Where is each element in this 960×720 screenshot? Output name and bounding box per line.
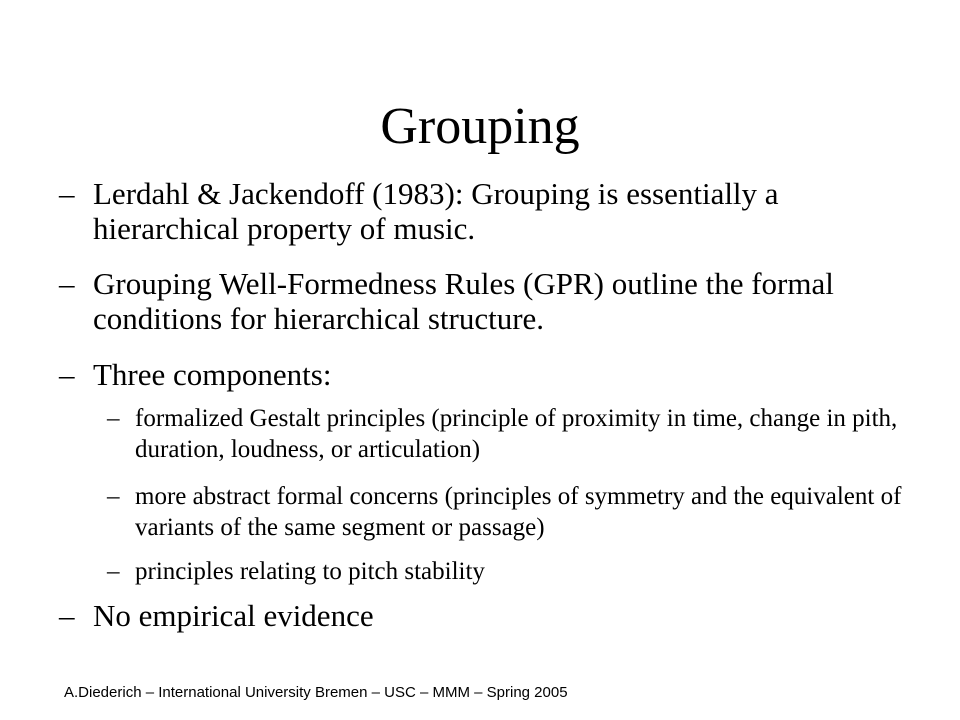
bullet-text: Lerdahl & Jackendoff (1983): Grouping is essentially a hierarchical property of music. [93,176,779,246]
slide-footer: A.Diederich – International University Bremen – USC – MMM – Spring 2005 [64,684,568,701]
bullet-dash: – [59,176,75,211]
bullet-item [59,266,893,336]
sub-bullet-dash: – [107,483,120,510]
bullet-item [59,357,893,392]
sub-bullet-item [107,403,915,465]
sub-bullet-item [107,556,915,587]
bullet-dash: – [59,266,75,301]
bullet-text: Grouping Well-Formedness Rules (GPR) outline the formal conditions for hierarchical structure. [93,266,834,336]
sub-bullet-text: more abstract formal concerns (principles of symmetry and the equivalent of variants of the same segment or passage) [135,483,902,541]
bullet-dash: – [59,598,75,633]
bullet-item [59,176,893,246]
sub-bullet-text: principles relating to pitch stability [135,558,485,585]
bullet-dash: – [59,357,75,392]
slide-title: Grouping [380,97,580,155]
bullet-text: No empirical evidence [93,598,374,633]
sub-bullet-item [107,481,915,543]
sub-bullet-dash: – [107,405,120,432]
sub-bullet-dash: – [107,558,120,585]
bullet-item [59,598,893,633]
bullet-text: Three components: [93,357,332,392]
sub-bullet-text: formalized Gestalt principles (principle of proximity in time, change in pith, duration, loudness, or articulation) [135,405,898,463]
